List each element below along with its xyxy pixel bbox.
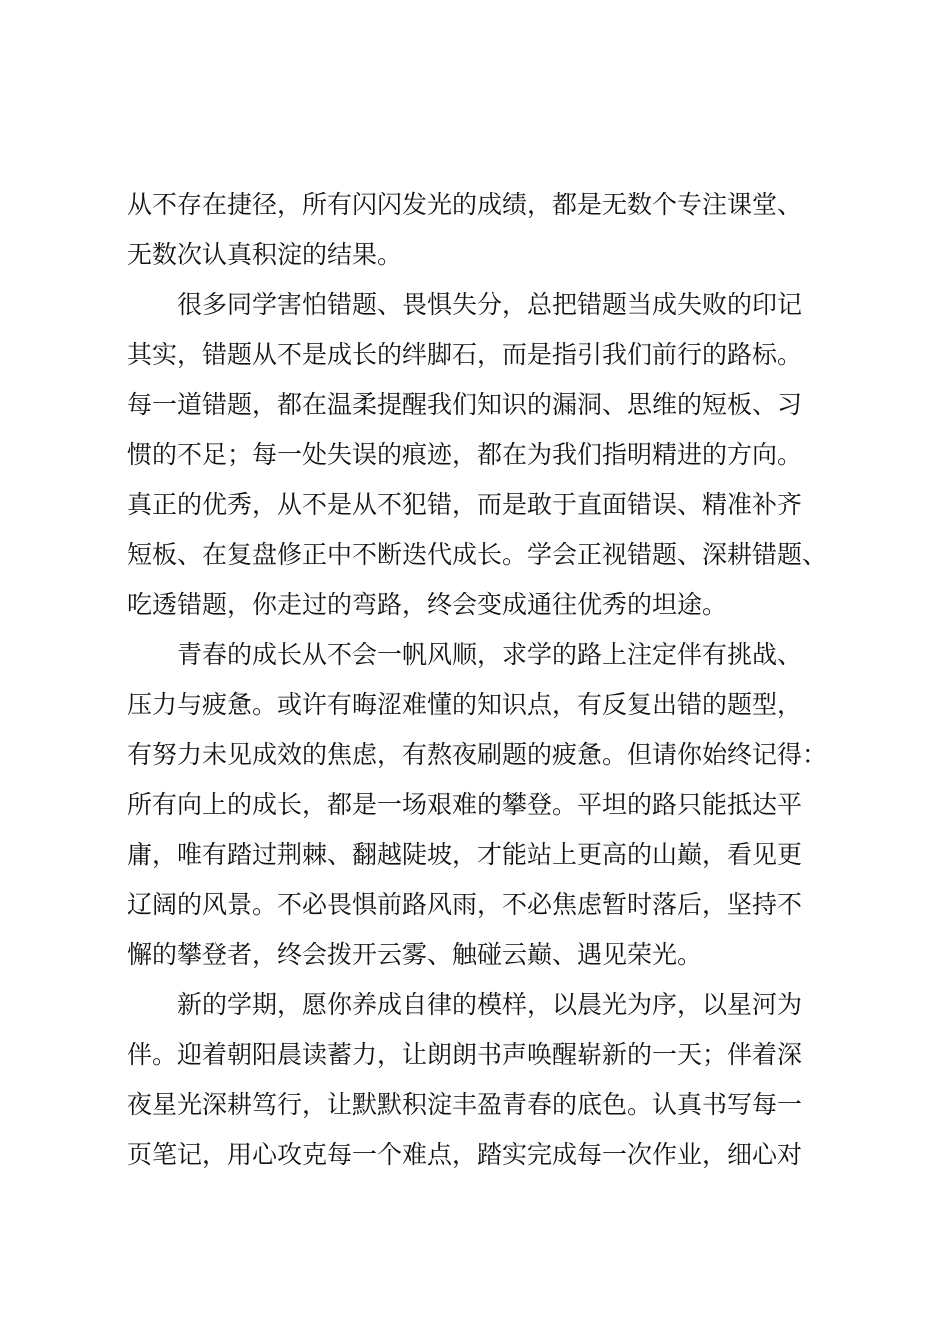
text-line: 无数次认真积淀的结果。 bbox=[127, 240, 403, 269]
text-line: 真正的优秀，从不是从不犯错，而是敢于直面错误、精准补齐 bbox=[127, 490, 803, 519]
text-line: 辽阔的风景。不必畏惧前路风雨，不必焦虑暂时落后，坚持不 bbox=[127, 890, 803, 919]
text-line: 其实，错题从不是成长的绊脚石，而是指引我们前行的路标。 bbox=[127, 340, 803, 369]
text-line: 从不存在捷径，所有闪闪发光的成绩，都是无数个专注课堂、 bbox=[127, 190, 803, 219]
paragraph-start-line: 新的学期，愿你养成自律的模样，以晨光为序，以星河为 bbox=[177, 990, 803, 1019]
text-line: 所有向上的成长，都是一场艰难的攀登。平坦的路只能抵达平 bbox=[127, 790, 803, 819]
text-line: 吃透错题，你走过的弯路，终会变成通往优秀的坦途。 bbox=[127, 590, 728, 619]
text-line: 伴。迎着朝阳晨读蓄力，让朗朗书声唤醒崭新的一天；伴着深 bbox=[127, 1040, 803, 1069]
text-line: 惯的不足；每一处失误的痕迹，都在为我们指明精进的方向。 bbox=[127, 440, 803, 469]
text-line: 每一道错题，都在温柔提醒我们知识的漏洞、思维的短板、习 bbox=[127, 390, 803, 419]
text-line: 庸，唯有踏过荆棘、翻越陡坡，才能站上更高的山巅，看见更 bbox=[127, 840, 803, 869]
text-line: 短板、在复盘修正中不断迭代成长。学会正视错题、深耕错题、 bbox=[127, 540, 828, 569]
text-line: 压力与疲惫。或许有晦涩难懂的知识点，有反复出错的题型， bbox=[127, 690, 803, 719]
paragraph-start-line: 青春的成长从不会一帆风顺，求学的路上注定伴有挑战、 bbox=[177, 640, 803, 669]
text-line: 有努力未见成效的焦虑，有熬夜刷题的疲惫。但请你始终记得： bbox=[127, 740, 828, 769]
text-line: 懈的攀登者，终会拨开云雾、触碰云巅、遇见荣光。 bbox=[127, 940, 703, 969]
text-line: 夜星光深耕笃行，让默默积淀丰盈青春的底色。认真书写每一 bbox=[127, 1090, 803, 1119]
text-line: 页笔记，用心攻克每一个难点，踏实完成每一次作业，细心对 bbox=[127, 1140, 803, 1169]
body-text bbox=[127, 180, 857, 1180]
paragraph-start-line: 很多同学害怕错题、畏惧失分，总把错题当成失败的印记 bbox=[177, 290, 803, 319]
